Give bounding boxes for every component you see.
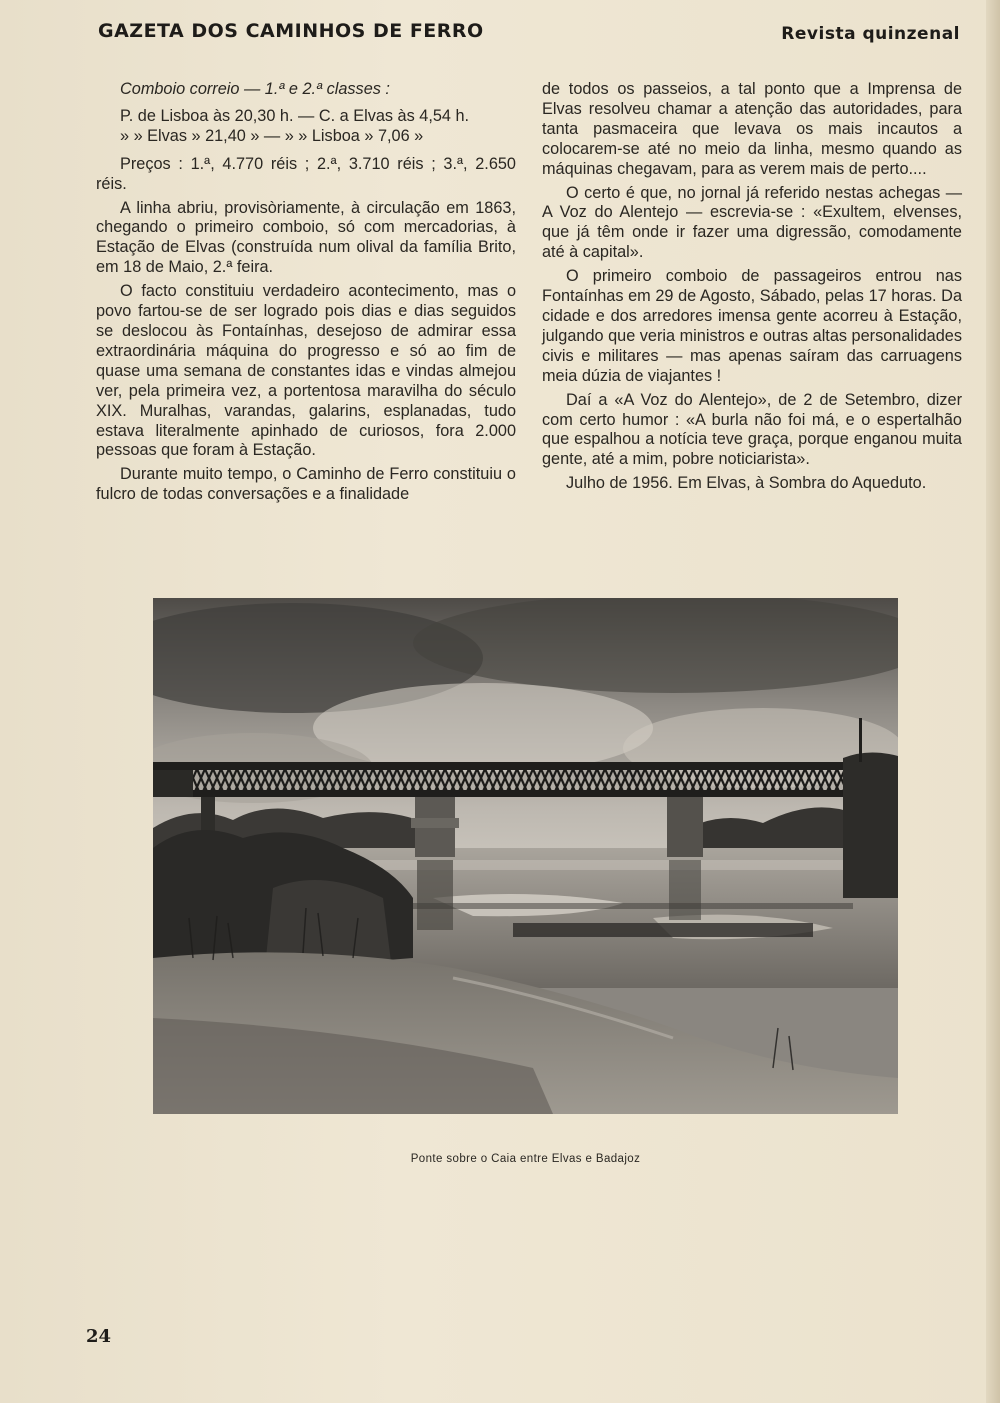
timetable-line-2: » » Elvas » 21,40 » — » » Lisboa » 7,06 » — [120, 126, 424, 145]
left-column — [96, 80, 516, 509]
bridge-photo-illustration — [153, 598, 898, 1114]
timetable-subhead: Comboio correio — 1.ª e 2.ª classes : — [120, 80, 390, 98]
right-paragraph-4: Daí a «A Voz do Alentejo», de 2 de Setembro, dizer com certo humor : «A burla não foi má, e o espertalhão que espalhou a notícia teve graça, porque enganou muita gente, até a mim, pobre noticiarista». — [542, 390, 962, 469]
timetable — [96, 107, 516, 147]
right-paragraph-5: Julho de 1956. Em Elvas, à Sombra do Aqueduto. — [566, 474, 927, 493]
right-paragraph-2: O certo é que, no jornal já referido nestas achegas — A Voz do Alentejo — escrevia-se : «Exultem, elvenses, que já têm onde ir fazer uma digressão, comodamente até à capital». — [542, 183, 962, 262]
timetable-line-1: P. de Lisboa às 20,30 h. — C. a Elvas às 4,54 h. — [120, 106, 470, 125]
photo-caption: Ponte sobre o Caia entre Elvas e Badajoz — [410, 1153, 641, 1165]
left-paragraph-2: O facto constituiu verdadeiro acontecimento, mas o povo fartou-se de ser logrado pois dias e dias seguidos se deslocou às Fontaínhas, desejoso de admirar essa extraordinária máquina do progresso e só ao fim de quase uma semana de constantes idas e vindas almejou ver, pela primeira vez, a portentosa maravilha do século XIX. Muralhas, varandas, galarins, esplanadas, tudo estava literalmente apinhado de curiosos, fora 2.000 pessoas que foram à Estação. — [96, 282, 516, 460]
masthead-subtitle: Revista quinzenal — [781, 24, 960, 44]
right-column — [542, 80, 962, 498]
prices-paragraph: Preços : 1.ª, 4.770 réis ; 2.ª, 3.710 réis ; 3.ª, 2.650 réis. — [96, 154, 516, 193]
left-paragraph-3: Durante muito tempo, o Caminho de Ferro constituiu o fulcro de todas conversações e a finalidade — [96, 465, 516, 504]
weir-posts — [513, 923, 813, 937]
masthead-title: GAZETA DOS CAMINHOS DE FERRO — [98, 20, 484, 42]
bridge-photo — [153, 598, 898, 1114]
right-paragraph-1: de todos os passeios, a tal ponto que a Imprensa de Elvas resolveu chamar a atenção das autoridades, para tanta pasmaceira que levava os mais incautos a colocarem-se até no meio da linha, mesmo quando as máquinas chegavam, para as verem mais de perto.... — [542, 80, 962, 178]
right-paragraph-3: O primeiro comboio de passageiros entrou nas Fontaínhas em 29 de Agosto, Sábado, pelas 17 horas. Da cidade e dos arredores imensa gente acorreu à Estação, julgando que veria ministros e outras altas personalidades civis e militares — mas apenas saíram das carruagens meia dúzia de viajantes ! — [542, 267, 962, 385]
page-edge-shadow — [986, 0, 1000, 1403]
page-number: 24 — [86, 1326, 112, 1347]
left-paragraph-1: A linha abriu, provisòriamente, à circulação em 1863, chegando o primeiro comboio, só com mercadorias, à Estação de Elvas (construída num olival da família Brito, em 18 de Maio, 2.ª feira. — [96, 198, 516, 277]
